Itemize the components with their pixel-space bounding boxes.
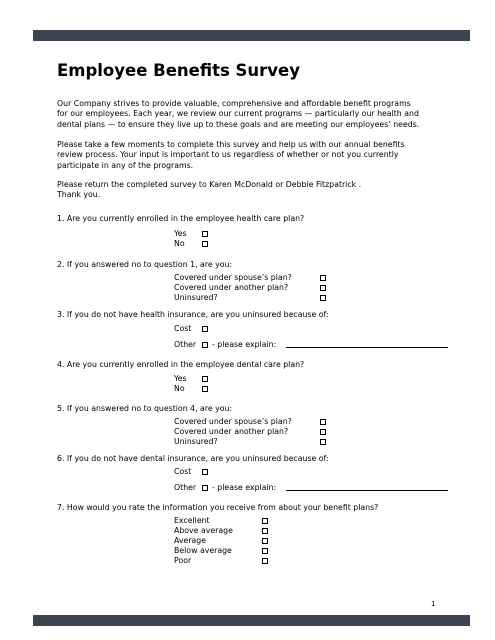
option-label: Cost [174,467,192,476]
page-number: 1 [431,600,436,608]
option-label: Covered under spouse’s plan? [174,273,292,282]
checkbox[interactable] [202,469,208,475]
return-paragraph: Please return the completed survey to Karen McDonald or Debbie Fitzpatrick . Thank you. [57,180,362,200]
checkbox[interactable] [202,326,208,332]
question-6: 6. If you do not have dental insurance, are you uninsured because of: [57,454,329,463]
header-bar [33,30,470,41]
explain-label: - please explain: [212,340,277,349]
question-4: 4. Are you currently enrolled in the employee dental care plan? [57,360,305,369]
checkbox[interactable] [202,485,208,491]
checkbox[interactable] [262,558,268,564]
option-label: Covered under another plan? [174,427,289,436]
option-label: Covered under another plan? [174,283,289,292]
intro-paragraph: Our Company strives to provide valuable, comprehensive and affordable benefit programs for our employees. Each year, we review our current programs — particularly our health and dental plans — to ensure they live up to these goals and are meeting our employees’ needs. [57,99,420,129]
option-label: Other [174,483,197,492]
option-label: Yes [174,374,187,383]
page-title: Employee Benefits Survey [57,61,301,80]
checkbox[interactable] [202,241,208,247]
question-2: 2. If you answered no to question 1, are you: [57,260,233,269]
checkbox[interactable] [320,275,326,281]
checkbox[interactable] [262,518,268,524]
footer-bar [33,615,470,626]
checkbox[interactable] [262,548,268,554]
question-5: 5. If you answered no to question 4, are you: [57,404,233,413]
question-7: 7. How would you rate the information you receive from about your benefit plans? [57,503,379,512]
checkbox[interactable] [202,376,208,382]
explain-label: - please explain: [212,483,277,492]
checkbox[interactable] [262,528,268,534]
checkbox[interactable] [262,538,268,544]
option-label: No [174,239,185,248]
question-1: 1. Are you currently enrolled in the employee health care plan? [57,214,305,223]
question-3: 3. If you do not have health insurance, are you uninsured because of: [57,310,329,319]
option-label: Yes [174,229,187,238]
explain-input-line[interactable] [286,347,448,348]
option-label: Poor [174,556,192,565]
option-label: Uninsured? [174,437,218,446]
checkbox[interactable] [320,419,326,425]
checkbox[interactable] [202,231,208,237]
option-label: Other [174,340,197,349]
option-label: No [174,384,185,393]
option-label: Above average [174,526,233,535]
checkbox[interactable] [320,295,326,301]
option-label: Below average [174,546,232,555]
checkbox[interactable] [320,429,326,435]
checkbox[interactable] [202,386,208,392]
request-paragraph: Please take a few moments to complete this survey and help us with our annual benefits review process. Your input is important to us regardless of whether or not you currently participate in any of the programs. [57,140,405,170]
option-label: Excellent [174,516,210,525]
checkbox[interactable] [320,439,326,445]
explain-input-line[interactable] [286,490,448,491]
option-label: Average [174,536,207,545]
option-label: Cost [174,324,192,333]
option-label: Covered under spouse’s plan? [174,417,292,426]
option-label: Uninsured? [174,293,218,302]
checkbox[interactable] [320,285,326,291]
checkbox[interactable] [202,342,208,348]
